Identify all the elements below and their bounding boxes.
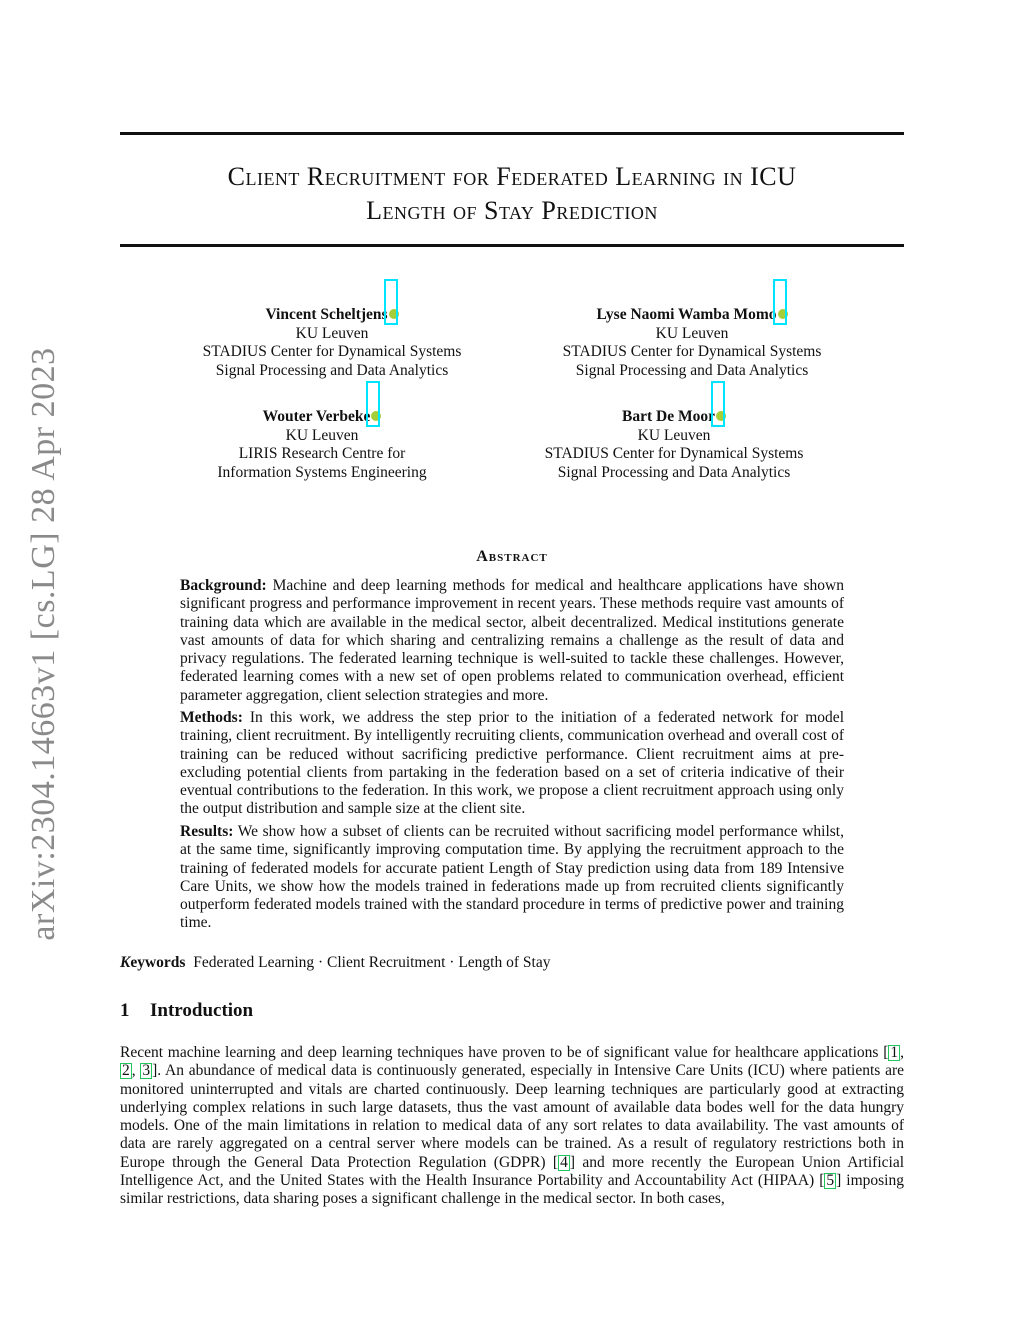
results-label: Results: [180, 823, 234, 840]
abstract-background [180, 577, 844, 705]
title-rule-top [120, 132, 904, 135]
keywords [120, 954, 550, 972]
intro-text: ] imposing similar restrictions, data sharing poses a significant challenge in the medical sector. In both cases, [120, 1172, 904, 1208]
intro-text: ]. An abundance of medical data is continuously generated, especially in Intensive Care Units (ICU) where patients are monitored uninterrupted and vitals are charted continuously. Deep learning techniques are particularly good at extracting underlying complex relations in such large datasets, thus the vast amount of available data bodes well for the data hungry models. One of the main limitations in relation to medical data of any sort relates to data availability. The vast amounts of data are rarely aggregated on a central server where models can be trained. As a result of regulatory restrictions both in Europe through the General Data Protection Regulation (GDPR) [ [120, 1062, 904, 1171]
background-text: Machine and deep learning methods for medical and healthcare applications have shown significant progress and performance improvement in recent years. These methods require vast amounts of training data which are available in the medical sector, albeit decentralized. Medical institutions generate vast amounts of data for which sharing and centralizing remains a challenge as the result of data and privacy regulations. The federated learning technique is well-suited to tackle these challenges. However, federated learning comes with a new set of open problems related to communication overhead, efficient parameter aggregation, client selection strategies and more. [180, 577, 844, 704]
keywords-text: Federated Learning · Client Recruitment · Length of Stay [193, 954, 551, 971]
author-affiliation: STADIUS Center for Dynamical Systems [202, 343, 462, 360]
author-affiliation: Signal Processing and Data Analytics [575, 361, 809, 379]
abstract-methods [180, 709, 844, 819]
citation-separator: , [900, 1044, 904, 1061]
author-affiliation: STADIUS Center for Dynamical Systems [544, 445, 804, 462]
keywords-label: eywords [130, 954, 186, 971]
author-affiliation: KU Leuven [637, 426, 711, 444]
orcid-icon[interactable] [778, 309, 788, 319]
section-title: Introduction [150, 1000, 254, 1021]
keywords-label-initial: K [120, 954, 131, 971]
abstract-results [180, 823, 844, 933]
author-name: Lyse Naomi Wamba Momo [596, 306, 777, 323]
citation-link[interactable]: 1 [890, 1044, 899, 1061]
author-affiliation: STADIUS Center for Dynamical Systems [562, 343, 822, 360]
methods-text: In this work, we address the step prior to the initiation of a federated network for model training, client recruitment. By intelligently recruiting clients, communication overhead and overall cost of training can be reduced without sacrificing predictive performance. Client recruitment aims at pre-excluding potential clients from partaking in the federation based on a set of criteria indicative of their eventual contributions to the federation. In this work, we propose a client recruitment approach using only the output distribution and sample size at the client site. [180, 709, 844, 818]
author-name: Vincent Scheltjens [265, 306, 388, 323]
citation-link[interactable]: 3 [142, 1062, 151, 1080]
citation-link[interactable]: 5 [826, 1172, 835, 1190]
section-number: 1 [120, 1000, 130, 1021]
orcid-icon[interactable] [716, 411, 726, 421]
citation-link[interactable]: 4 [560, 1153, 568, 1171]
methods-label: Methods: [180, 709, 243, 726]
background-label: Background: [180, 577, 267, 594]
orcid-icon[interactable] [371, 411, 381, 421]
intro-text: ] and more recently the European Union Artificial Intelligence Act, and the United States with the Health Insurance Portability and Accountability Act (HIPAA) [ [120, 1153, 905, 1190]
orcid-icon[interactable] [389, 309, 399, 319]
author-name: Bart De Moor [622, 408, 715, 425]
arxiv-side-label: arXiv:2304.14663v1 [cs.LG] 28 Apr 2023 [25, 347, 62, 941]
paper-title [120, 160, 904, 228]
citation-link[interactable]: 2 [122, 1062, 130, 1080]
citation-separator: , [131, 1062, 141, 1080]
title-line-1: Client Recruitment for Federated Learning in ICU [227, 162, 797, 191]
author-affiliation: Signal Processing and Data Analytics [557, 463, 791, 481]
abstract-heading: Abstract [476, 548, 548, 565]
intro-paragraph [120, 1044, 904, 1209]
author-block [162, 306, 502, 380]
author-affiliation: KU Leuven [295, 324, 369, 342]
author-affiliation: KU Leuven [655, 324, 729, 342]
author-affiliation: KU Leuven [285, 426, 359, 444]
section-heading [120, 1000, 253, 1022]
title-line-2: Length of Stay Prediction [366, 196, 658, 225]
author-affiliation: Signal Processing and Data Analytics [215, 361, 449, 379]
author-name: Wouter Verbeke [262, 408, 371, 425]
author-block [504, 408, 844, 482]
author-affiliation: Information Systems Engineering [217, 463, 427, 481]
author-affiliation: LIRIS Research Centre for [238, 445, 406, 462]
results-text: We show how a subset of clients can be recruited without sacrificing model performance whilst, at the same time, significantly improving computation time. By applying the recruitment approach to the training of federated models for accurate patient Length of Stay prediction using data from 189 Intensive Care Units, we show how the models trained in federations made up from recruited clients significantly outperform federated models trained with the standard procedure in terms of predictive power and training time. [180, 823, 844, 932]
intro-text: Recent machine learning and deep learning techniques have proven to be of significant value for healthcare applications [ [120, 1044, 889, 1061]
author-block [522, 306, 862, 380]
author-block [152, 408, 492, 482]
title-rule-bottom [120, 244, 904, 247]
